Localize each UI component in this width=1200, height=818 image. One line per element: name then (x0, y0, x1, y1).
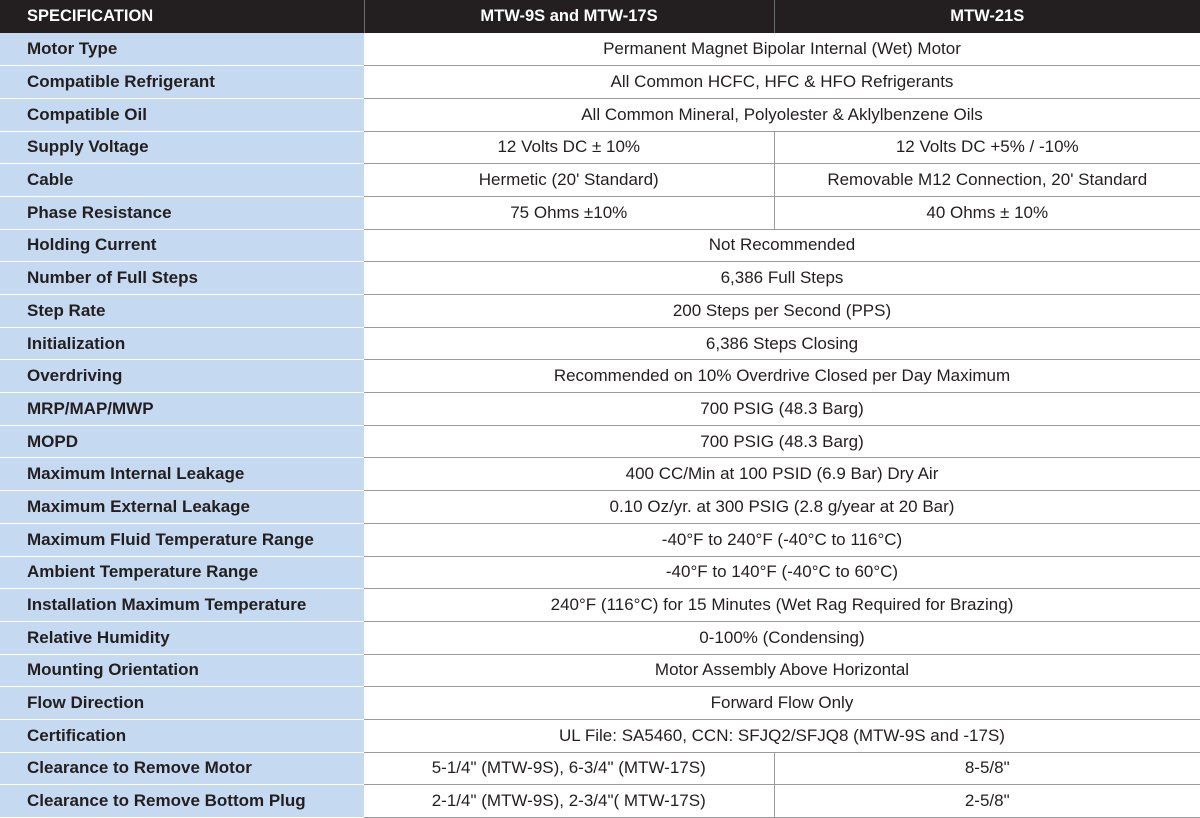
table-row (0, 262, 1200, 295)
table-row (0, 98, 1200, 131)
spec-value-mtw-21s: Removable M12 Connection, 20' Standard (774, 164, 1200, 197)
table-row (0, 33, 1200, 66)
spec-label: Ambient Temperature Range (0, 556, 364, 589)
spec-value: 400 CC/Min at 100 PSID (6.9 Bar) Dry Air (364, 458, 1200, 491)
table-row (0, 491, 1200, 524)
spec-value: 200 Steps per Second (PPS) (364, 295, 1200, 328)
spec-label: Installation Maximum Temperature (0, 589, 364, 622)
spec-value: 0-100% (Condensing) (364, 621, 1200, 654)
table-row (0, 621, 1200, 654)
table-row (0, 589, 1200, 622)
header-mtw-9s-17s: MTW-9S and MTW-17S (364, 0, 774, 33)
table-row (0, 66, 1200, 99)
spec-value: 6,386 Full Steps (364, 262, 1200, 295)
spec-label: Motor Type (0, 33, 364, 66)
table-row (0, 719, 1200, 752)
spec-value: UL File: SA5460, CCN: SFJQ2/SFJQ8 (MTW-9S and -17S) (364, 719, 1200, 752)
table-row (0, 523, 1200, 556)
spec-label: Number of Full Steps (0, 262, 364, 295)
spec-value-mtw-9s-17s: 2-1/4" (MTW-9S), 2-3/4"( MTW-17S) (364, 785, 774, 818)
table-row (0, 393, 1200, 426)
spec-label: Overdriving (0, 360, 364, 393)
spec-label: Flow Direction (0, 687, 364, 720)
header-mtw-21s: MTW-21S (774, 0, 1200, 33)
table-header-row (0, 0, 1200, 33)
spec-value: 0.10 Oz/yr. at 300 PSIG (2.8 g/year at 20 Bar) (364, 491, 1200, 524)
table-row (0, 131, 1200, 164)
spec-value-mtw-21s: 40 Ohms ± 10% (774, 196, 1200, 229)
spec-value: 6,386 Steps Closing (364, 327, 1200, 360)
spec-value: Forward Flow Only (364, 687, 1200, 720)
spec-value: All Common Mineral, Polyolester & Aklylbenzene Oils (364, 98, 1200, 131)
spec-label: Initialization (0, 327, 364, 360)
table-row (0, 752, 1200, 785)
spec-value-mtw-9s-17s: 12 Volts DC ± 10% (364, 131, 774, 164)
table-row (0, 654, 1200, 687)
table-row (0, 687, 1200, 720)
spec-label: Clearance to Remove Motor (0, 752, 364, 785)
spec-value-mtw-21s: 8-5/8" (774, 752, 1200, 785)
spec-label: Maximum Internal Leakage (0, 458, 364, 491)
spec-value: 700 PSIG (48.3 Barg) (364, 425, 1200, 458)
spec-value: Recommended on 10% Overdrive Closed per Day Maximum (364, 360, 1200, 393)
table-row (0, 425, 1200, 458)
spec-value: All Common HCFC, HFC & HFO Refrigerants (364, 66, 1200, 99)
table-row (0, 327, 1200, 360)
spec-label: Mounting Orientation (0, 654, 364, 687)
table-row (0, 556, 1200, 589)
spec-label: MRP/MAP/MWP (0, 393, 364, 426)
spec-label: Relative Humidity (0, 621, 364, 654)
spec-label: Maximum External Leakage (0, 491, 364, 524)
table-row (0, 229, 1200, 262)
table-row (0, 785, 1200, 818)
table-row (0, 295, 1200, 328)
spec-value: 700 PSIG (48.3 Barg) (364, 393, 1200, 426)
spec-value-mtw-9s-17s: 75 Ohms ±10% (364, 196, 774, 229)
spec-value-mtw-9s-17s: Hermetic (20' Standard) (364, 164, 774, 197)
table-row (0, 196, 1200, 229)
spec-value: -40°F to 240°F (-40°C to 116°C) (364, 523, 1200, 556)
spec-value: Permanent Magnet Bipolar Internal (Wet) Motor (364, 33, 1200, 66)
spec-label: Maximum Fluid Temperature Range (0, 523, 364, 556)
spec-value: -40°F to 140°F (-40°C to 60°C) (364, 556, 1200, 589)
table-row (0, 458, 1200, 491)
spec-label: Cable (0, 164, 364, 197)
spec-value: Not Recommended (364, 229, 1200, 262)
spec-label: MOPD (0, 425, 364, 458)
spec-value-mtw-9s-17s: 5-1/4" (MTW-9S), 6-3/4" (MTW-17S) (364, 752, 774, 785)
spec-label: Step Rate (0, 295, 364, 328)
spec-value-mtw-21s: 12 Volts DC +5% / -10% (774, 131, 1200, 164)
table-row (0, 360, 1200, 393)
spec-label: Compatible Refrigerant (0, 66, 364, 99)
spec-label: Certification (0, 719, 364, 752)
spec-label: Holding Current (0, 229, 364, 262)
header-specification: SPECIFICATION (0, 0, 364, 33)
spec-value: Motor Assembly Above Horizontal (364, 654, 1200, 687)
spec-label: Clearance to Remove Bottom Plug (0, 785, 364, 818)
spec-label: Supply Voltage (0, 131, 364, 164)
spec-value-mtw-21s: 2-5/8" (774, 785, 1200, 818)
spec-label: Phase Resistance (0, 196, 364, 229)
table-body (0, 33, 1200, 818)
spec-label: Compatible Oil (0, 98, 364, 131)
spec-value: 240°F (116°C) for 15 Minutes (Wet Rag Required for Brazing) (364, 589, 1200, 622)
table-row (0, 164, 1200, 197)
